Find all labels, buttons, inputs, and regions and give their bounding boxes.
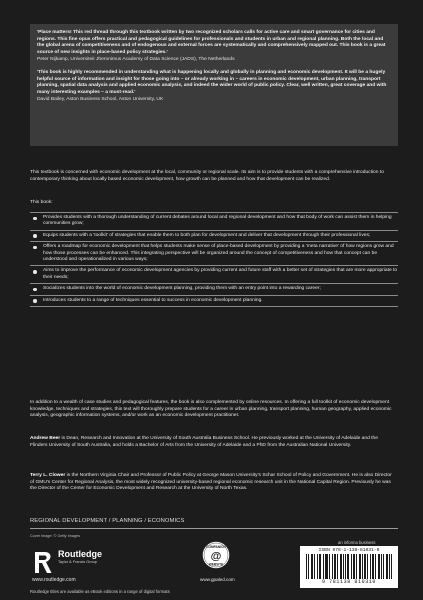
bullet-icon [33,246,37,250]
endorsement-quote-1: 'Place matters! This red thread through this textbook written by two recognized scholars calls for active care and smart governance for cities and regions. This fine opus offers practical and pedagogical guidelines for professionals and students in urban and regional planning. Both the local and the global arena of competitiveness and of endogenous and external forces are systematically and comprehensively mapped out. This book is a great source of new insights in place-based policy strategies.' [37,30,386,55]
intro-paragraph: This textbook is concerned with economic development at the local, community or regional scale. Its aim is to provide students with a comprehensive introduction to contemporary thinking about locally based economic development, how growth can be planned and how that development can be realized. [30,170,384,182]
bullet-icon [33,217,37,221]
bullets-lead: This book: [30,200,53,205]
closing-paragraph: In addition to a wealth of case studies and pedagogical features, the book is also complemented by online resources. In offering a full toolkit of economic development knowledge, techniques and strategies, this text will thoroughly prepare students for a career in urban planning, transport planning, human geography, applied economic analysis, geographic information systems, and/or work as an economic development practitioner. [30,400,392,419]
divider [30,528,398,529]
feature-text: Socializes students into the world of economic development planning, providing them with an entry point into a rewarding career; [43,286,321,292]
feature-text: Equips students with a 'toolkit' of strategies that enable them to both plan for development and deliver that development through their professional lives; [43,232,371,238]
author-name-2: Terry L. Clower [30,473,66,478]
companion-url[interactable]: www.gpaled.com [200,577,235,582]
routledge-logo-icon [32,549,54,575]
subject-categories: REGIONAL DEVELOPMENT / PLANNING / ECONOMICS [30,518,185,524]
author-name-1: Andrew Beer [30,436,61,441]
ebook-footer: Routledge titles are available as eBook editions in a range of digital formats [30,589,170,594]
svg-text:@: @ [210,550,222,563]
endorsement-source-1: Peter Nijkamp, Universiteit Jheronimus Academy of Data Science (JADS), The Netherlands [37,57,235,63]
endorsement-source-2: David Bailey, Aston Business School, Aston University, UK [37,97,164,103]
companion-website-icon [202,541,230,569]
endorsement-quote-2: 'This book is highly recommended in understanding what is happening locally and globally in planning and economic development. It will be a hugely helpful source of information and insight for those going into – or already working in – careers in economic development, urban planning, transport planning, spatial data analysis and applied economic analysis, and indeed the wider world of public policy. Clear, well written, great coverage and with many interesting examples – a must-read.' [37,69,387,95]
feature-text: Aims to improve the performance of economic development agencies by providing current and future staff with a better set of strategies that are more appropriate to their needs; [43,268,398,280]
author-bio-1 [30,436,395,449]
feature-text: Offers a roadmap for economic development that helps students make sense of place-based development by providing a 'meta narrative' of how regions grow and how those processes can be enhanced. This integrating perspective will be organized around the concept of competitiveness and how that concept can be understood and operationalized in various ways; [43,244,394,263]
feature-item [30,295,398,307]
bullet-icon [33,288,37,292]
companion-badge-bottom: WEBSITE [208,562,224,567]
publisher-tagline: Taylor & Francis Group [58,560,97,564]
author-bio-2 [30,473,395,493]
isbn: ISBN 978-1-138-81031-0 [318,547,380,553]
feature-item [30,265,398,283]
author-bio-text-2: is the Northern Virginia Chair and Professor of Public Policy at George Mason University's Schar School of Policy and Government. He is also Director of GMU's Center for Regional Analysis, the most widely recognized university-based regional economic research unit in the National Capital Region. Previously he was the Director of the Center for Economic Development and Research at the University of North Texas. [30,473,392,492]
companion-badge-top: COMPANION [206,545,226,550]
bullet-icon [33,299,37,303]
feature-text: Provides students with a thorough understanding of current debates around local and regional development and how that body of work can assist them in helping communities grow; [43,215,392,227]
bullet-icon [33,270,37,274]
feature-list [30,212,398,307]
barcode-digits: 9 781138 810310 [321,579,376,585]
publisher-name: Routledge [58,549,102,559]
author-bio-text-1: is Dean, Research and Innovation at the University of South Australia Business School. He previously worked at the University of Adelaide and the Flinders University of South Australia, and holds a Bachelor of Arts from the University of Adelaide and a PhD from the Australian National University. [30,436,378,448]
endorsements-panel [30,24,398,146]
feature-item [30,241,398,265]
feature-item [30,212,398,230]
publisher-url[interactable]: www.routledge.com [32,577,76,583]
feature-item [30,230,398,241]
feature-item [30,283,398,294]
informa-label: an informa business [338,540,376,545]
barcode-icon [306,554,392,579]
feature-text: Introduces students to a range of techniques essential to success in economic development planning. [43,297,263,303]
barcode-block [300,546,398,588]
bullet-icon [33,234,37,238]
cover-credit: Cover image: © Getty Images [30,534,81,538]
